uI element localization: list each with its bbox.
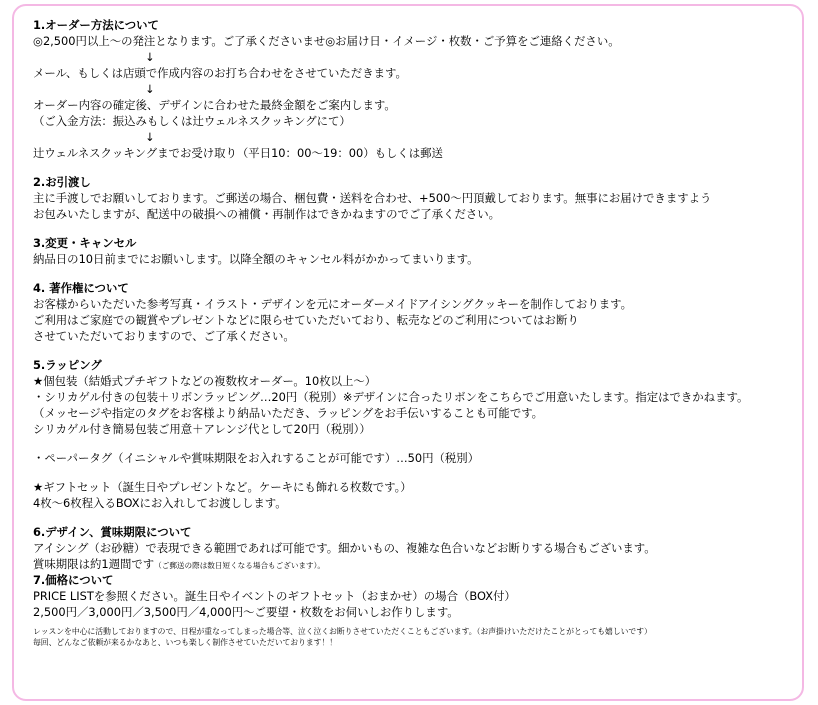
design-line [33,556,803,572]
order-line: （ご入金方法：振込みもしくは辻ウェルネスクッキングにて） [33,114,351,128]
order-line: 辻ウェルネスクッキングまでお受け取り（平日10：00～19：00）もしくは郵送 [33,146,443,160]
footer-note: レッスンを中心に活動しておりますので、日程が重なってしまった場合等、泣く泣くお断りさせていただくこともございます。（お声掛けいただけたことがとっても嬉しいです） [33,627,652,636]
expiry-text: 賞味期限は約1週間です [33,557,155,571]
wrapping-line: （メッセージや指定のタグをお客様より納品いただき、ラッピングをお手伝いすることも可能です。 [33,406,544,420]
expiry-note: （ご郵送の際は数日短くなる場合もございます）。 [154,561,326,570]
down-arrow-icon: ↓ [145,130,155,144]
order-info [33,17,803,648]
section-title-copyright: 4. 著作権について [33,281,129,295]
wrapping-line: ★個包装（結婚式プチギフトなどの複数枚オーダー。10枚以上～） [33,374,377,388]
section-title-wrapping: 5.ラッピング [33,358,102,372]
section-title-design: 6.デザイン、賞味期限について [33,525,192,539]
copyright-line: させていただいておりますので、ご了承ください。 [33,329,295,343]
delivery-line: 主に手渡しでお願いしております。ご郵送の場合、梱包費・送料を合わせ、+500～円頂戴しております。無事にお届けできますよう [33,191,712,205]
section-title-price: 7.価格について [33,573,114,587]
section-title-cancel: 3.変更・キャンセル [33,236,137,250]
wrapping-line: ・シリカゲル付きの包装＋リボンラッピング…20円（税別）※デザインに合ったリボンをこちらでご用意いたします。指定はできかねます。 [33,390,749,404]
section-title-order-method: 1.オーダー方法について [33,18,159,32]
cancel-line: 納品日の10日前までにお願いします。以降全額のキャンセル料がかかってまいります。 [33,252,479,266]
wrapping-line: ・ペーパータグ（イニシャルや賞味期限をお入れすることが可能です）…50円（税別） [33,451,480,465]
order-line: オーダー内容の確定後、デザインに合わせた最終金額をご案内します。 [33,98,396,112]
price-line: PRICE LISTを参照ください。誕生日やイベントのギフトセット（おまかせ）の場合（BOX付） [33,589,516,603]
section-title-delivery: 2.お引渡し [33,175,91,189]
footer-note: 毎回、どんなご依頼が来るかなあと、いつも楽しく制作させていただいております！！ [33,638,338,647]
copyright-line: お客様からいただいた参考写真・イラスト・デザインを元にオーダーメイドアイシングクッキーを制作しております。 [33,297,632,311]
down-arrow-icon: ↓ [145,50,155,64]
delivery-line: お包みいたしますが、配送中の破損への補償・再制作はできかねますのでご了承ください。 [33,207,501,221]
order-line: ◎2,500円以上～の発注となります。ご了承くださいませ◎お届け日・イメージ・枚数・ご予算をご連絡ください。 [33,34,620,48]
price-line: 2,500円／3,000円／3,500円／4,000円～ご要望・枚数をお伺いしお作りします。 [33,605,459,619]
wrapping-line: シリカゲル付き簡易包装ご用意＋アレンジ代として20円（税別）） [33,422,371,436]
order-line: メール、もしくは店頭で作成内容のお打ち合わせをさせていただきます。 [33,66,407,80]
wrapping-line: 4枚～6枚程入るBOXにお入れしてお渡しします。 [33,496,287,510]
design-line: アイシング（お砂糖）で表現できる範囲であれば可能です。細かいもの、複雑な色合いなどお断りする場合もございます。 [33,541,656,555]
down-arrow-icon: ↓ [145,82,155,96]
copyright-line: ご利用はご家庭での観賞やプレゼントなどに限らせていただいており、転売などのご利用についてはお断り [33,313,579,327]
wrapping-line: ★ギフトセット（誕生日やプレゼントなど。ケーキにも飾れる枚数です。） [33,480,412,494]
